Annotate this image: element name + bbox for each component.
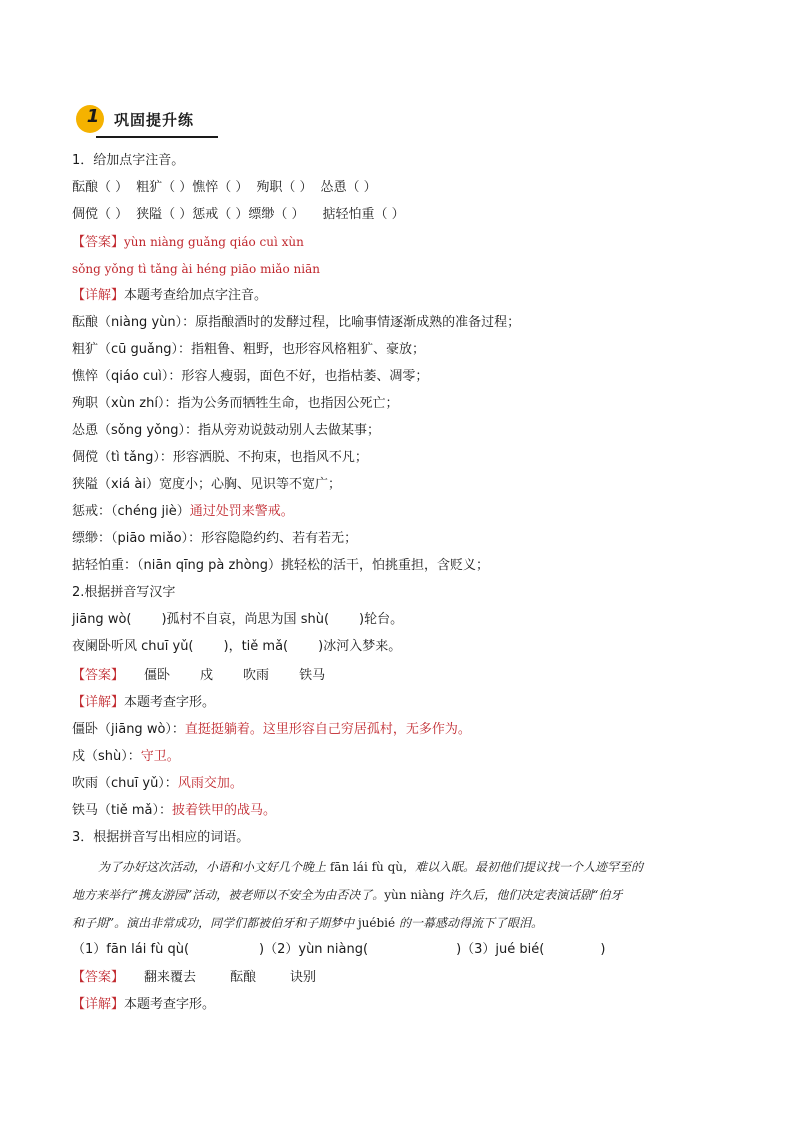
q1-word: 掂轻怕重（ ） [322,207,405,222]
q1-answer-2: sǒng yǒng tì tǎng ài héng piāo miǎo niān [72,262,320,276]
q2-text: )，tiě mǎ( [223,639,289,654]
section-underline [96,136,218,138]
q2-line2 [72,638,401,656]
detail-tag: 【详解】 [72,695,125,710]
q1-word: 狭隘（ ）惩戒（ ）缥缈（ ） [136,207,305,222]
q3-passage-line [72,853,722,881]
q3-blanks [72,941,605,959]
q2-text: )冰河入梦来。 [318,639,402,654]
q1-detail-item: 粗犷（cū guǎng）：指粗鲁、粗野，也形容风格粗犷、豪放； [72,342,425,357]
q3-detail-line [72,996,215,1014]
q2-detail-head: 铁马（tiě mǎ）： [72,803,172,818]
q3-blank-text: ) [600,942,606,957]
q1-row2 [72,206,405,224]
q1-detail-item: 狭隘（xiá ài）宽度小；心胸、见识等不宽广； [72,477,341,492]
q1-word: 酝酿（ ） [72,180,129,195]
q3-passage-text: 和子期”。演出非常成功，同学们都被伯牙和子期梦中 [72,916,358,930]
q2-answer-line [72,667,325,685]
q2-title: 2.根据拼音写汉字 [72,585,176,600]
q1-word: 怂恿（ ） [320,180,377,195]
q3-answer: 翻来覆去 [144,970,197,985]
q1-answer-1: yùn niàng guǎng qiáo cuì xùn [124,235,304,249]
q1-detail-item: 殉职（xùn zhí）：指为公务而牺牲生命，也指因公死亡； [72,396,399,411]
q2-detail-text: 风雨交加。 [177,776,243,791]
q2-detail-line [72,694,215,712]
q1-detail-item-red [72,503,294,521]
q2-detail-item [72,721,471,739]
q2-detail-text: 直挺挺躺着。这里形容自己穷居孤村，无多作为。 [184,722,471,737]
q1-detail-item-text: 通过处罚来警戒。 [189,504,294,519]
q2-detail-text: 披着铁甲的战马。 [171,803,276,818]
section-header [76,103,218,137]
q3-passage-pinyin: juébié [357,916,396,930]
q1-detail-item-head: 惩戒：（chéng jiè） [72,504,190,519]
answer-tag: 【答案】 [72,970,125,985]
q2-answer: 僵卧 [144,668,171,683]
q3-passage-line [72,909,722,937]
q1-detail-item: 倜傥（tì tǎng）：形容洒脱、不拘束，也指风不凡； [72,450,368,465]
q2-text: jiāng wò( [72,612,132,627]
q2-line1 [72,611,403,629]
answer-tag: 【答案】 [72,235,125,250]
q1-detail-item: 缥缈：（piāo miǎo）：形容隐隐约约、若有若无； [72,531,358,546]
q1-detail-item: 掂轻怕重：（niān qīng pà zhòng）挑轻松的活干，怕挑重担，含贬义； [72,558,490,573]
q3-answer: 酝酿 [230,970,257,985]
q1-detail-item: 酝酿（niàng yùn）：原指酿酒时的发酵过程，比喻事情逐渐成熟的准备过程； [72,315,521,330]
q2-answer: 吹雨 [243,668,270,683]
q3-passage-text: ，难以入眠。最初他们提议找一个人迹罕至的 [403,860,644,874]
q3-passage-text: 许久后，他们决定表演话剧“伯牙 [444,888,623,902]
q3-passage-text: 地方来举行“携友游园”活动，被老师以不安全为由否决了。 [72,888,385,902]
q2-detail-intro: 本题考查字形。 [124,695,216,710]
section-number: 1 [86,106,100,127]
q2-detail-head: 吹雨（chuī yǔ）： [72,776,178,791]
q2-detail-head: 戍（shù）： [72,749,141,764]
q2-answer: 戍 [200,668,214,683]
q2-detail-item [72,748,180,766]
section-title: 巩固提升练 [114,111,195,129]
q3-passage-text: 为了办好这次活动，小语和小文好几个晚上 [98,860,330,874]
q1-word: 殉职（ ） [256,180,313,195]
q3-blank-text: （1）fān lái fù qù( [72,942,190,957]
detail-tag: 【详解】 [72,997,125,1012]
q2-detail-item [72,775,243,793]
q1-row1 [72,179,377,197]
q1-title: 1．给加点字注音。 [72,153,185,168]
q1-detail-item: 憔悴（qiáo cuì）：形容人瘦弱，面色不好，也指枯萎、凋零； [72,369,429,384]
q3-title: 3．根据拼音写出相应的词语。 [72,830,250,845]
q3-passage-line [72,881,722,909]
q2-answer: 铁马 [299,668,326,683]
q3-passage-text: 的一幕感动得流下了眼泪。 [395,916,543,930]
q1-word: 倜傥（ ） [72,207,129,222]
q1-detail-intro: 本题考查给加点字注音。 [124,288,268,303]
q3-detail-intro: 本题考查字形。 [124,997,216,1012]
answer-tag: 【答案】 [72,668,125,683]
q1-detail-item: 怂恿（sǒng yǒng）：指从旁劝说鼓动别人去做某事； [72,423,380,438]
detail-tag: 【详解】 [72,288,125,303]
q2-detail-head: 僵卧（jiāng wò）： [72,722,185,737]
q3-answer: 诀别 [290,970,317,985]
q2-text: )轮台。 [359,612,404,627]
q1-detail-line [72,287,267,305]
q3-answer-line [72,969,316,987]
q2-text: 夜阑卧听风 chuī yǔ( [72,639,194,654]
q3-passage-pinyin: yùn niàng [384,888,445,902]
q2-text: )孤村不自哀，尚思为国 shù( [161,612,330,627]
q1-word: 粗犷（ ）憔悴（ ） [136,180,249,195]
q3-blank-text: )（2）yùn niàng( [259,942,369,957]
q2-detail-item [72,802,276,820]
q3-passage [72,853,722,937]
q3-blank-text: )（3）jué bié( [456,942,545,957]
q3-passage-pinyin: fān lái fù qù [329,860,404,874]
q1-answer-line [72,233,304,252]
q2-detail-text: 守卫。 [140,749,180,764]
